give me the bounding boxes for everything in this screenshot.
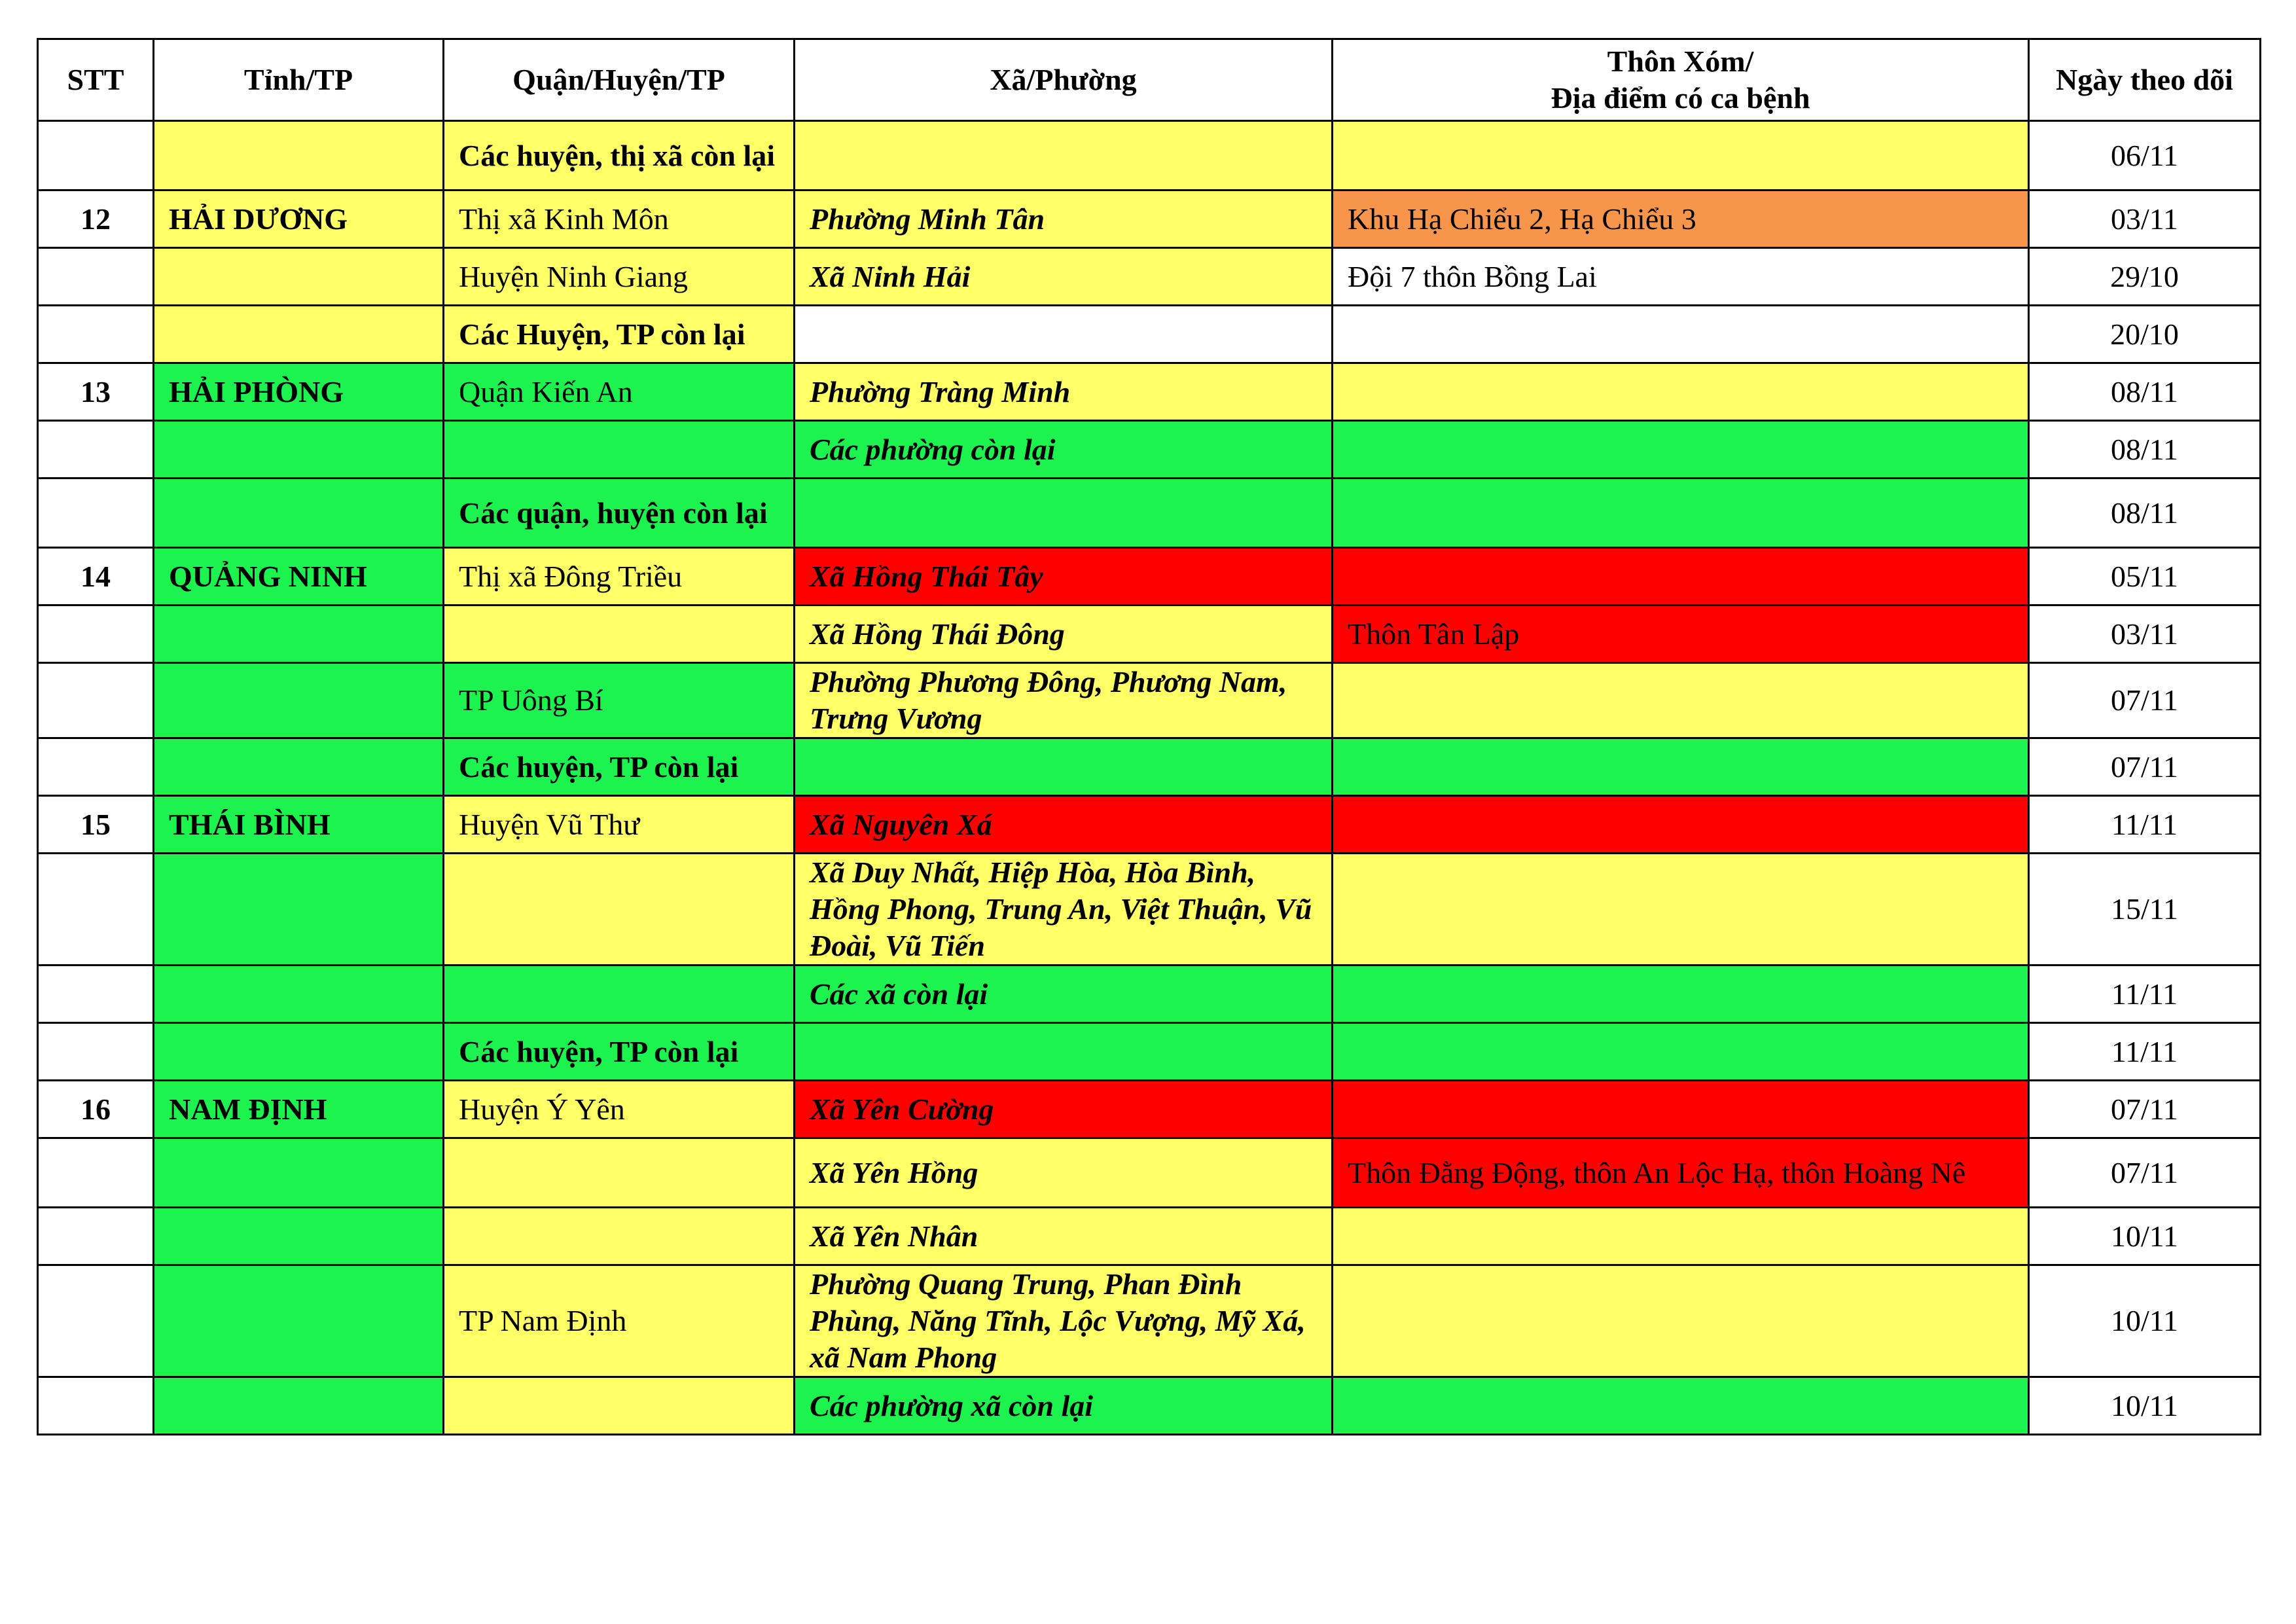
cell-ward: Xã Yên Nhân <box>795 1208 1333 1265</box>
cell-hamlet: Đội 7 thôn Bồng Lai <box>1333 248 2029 306</box>
cell-district: Thị xã Kinh Môn <box>444 190 795 248</box>
header-stt: STT <box>38 39 154 121</box>
cell-ward: Xã Ninh Hải <box>795 248 1333 306</box>
cell-province: THÁI BÌNH <box>154 796 444 854</box>
cell-hamlet <box>1333 121 2029 190</box>
cell-stt <box>38 854 154 965</box>
table-row <box>38 421 2261 478</box>
header-ward: Xã/Phường <box>795 39 1333 121</box>
table-row <box>38 1138 2261 1208</box>
header-row <box>38 39 2261 121</box>
cell-ward: Phường Phương Đông, Phương Nam, Trưng Vương <box>795 663 1333 738</box>
cell-district <box>444 1377 795 1435</box>
cell-province <box>154 1265 444 1377</box>
cell-district: Huyện Ý Yên <box>444 1081 795 1138</box>
cell-province <box>154 663 444 738</box>
cell-stt <box>38 663 154 738</box>
cell-district: Huyện Vũ Thư <box>444 796 795 854</box>
cell-province: NAM ĐỊNH <box>154 1081 444 1138</box>
cell-province <box>154 965 444 1023</box>
cell-stt <box>38 1208 154 1265</box>
cell-hamlet <box>1333 1208 2029 1265</box>
cell-stt <box>38 421 154 478</box>
cell-ward: Phường Tràng Minh <box>795 363 1333 421</box>
cell-district: Các huyện, TP còn lại <box>444 738 795 796</box>
cell-stt: 13 <box>38 363 154 421</box>
table-row <box>38 363 2261 421</box>
cell-hamlet <box>1333 854 2029 965</box>
cell-ward <box>795 478 1333 548</box>
cell-district <box>444 965 795 1023</box>
cell-stt <box>38 121 154 190</box>
cell-date: 11/11 <box>2029 965 2261 1023</box>
cell-district: Các Huyện, TP còn lại <box>444 306 795 363</box>
table-row <box>38 605 2261 663</box>
table-row <box>38 478 2261 548</box>
cell-district: Huyện Ninh Giang <box>444 248 795 306</box>
cell-district: TP Uông Bí <box>444 663 795 738</box>
cell-ward <box>795 121 1333 190</box>
cell-district: Thị xã Đông Triều <box>444 548 795 605</box>
cell-district: Các huyện, thị xã còn lại <box>444 121 795 190</box>
cell-stt: 15 <box>38 796 154 854</box>
cell-hamlet: Khu Hạ Chiểu 2, Hạ Chiểu 3 <box>1333 190 2029 248</box>
cell-date: 08/11 <box>2029 421 2261 478</box>
cell-ward: Các xã còn lại <box>795 965 1333 1023</box>
cell-district <box>444 421 795 478</box>
cell-ward: Phường Minh Tân <box>795 190 1333 248</box>
table-row <box>38 121 2261 190</box>
cell-ward: Phường Quang Trung, Phan Đình Phùng, Năng Tĩnh, Lộc Vượng, Mỹ Xá, xã Nam Phong <box>795 1265 1333 1377</box>
cell-province: HẢI PHÒNG <box>154 363 444 421</box>
table-row <box>38 1265 2261 1377</box>
cell-hamlet <box>1333 548 2029 605</box>
cell-date: 07/11 <box>2029 663 2261 738</box>
cell-district <box>444 1138 795 1208</box>
cell-province <box>154 306 444 363</box>
cell-ward: Xã Yên Cường <box>795 1081 1333 1138</box>
cell-ward: Xã Nguyên Xá <box>795 796 1333 854</box>
cell-hamlet <box>1333 1081 2029 1138</box>
cell-ward <box>795 1023 1333 1081</box>
table-row <box>38 1377 2261 1435</box>
table-body <box>38 121 2261 1435</box>
cell-province <box>154 248 444 306</box>
cell-stt <box>38 306 154 363</box>
cell-date: 10/11 <box>2029 1208 2261 1265</box>
table-row <box>38 796 2261 854</box>
cell-ward <box>795 306 1333 363</box>
cell-province: HẢI DƯƠNG <box>154 190 444 248</box>
cell-stt: 14 <box>38 548 154 605</box>
cell-stt <box>38 1023 154 1081</box>
cell-stt <box>38 1265 154 1377</box>
table-row <box>38 1023 2261 1081</box>
cell-district: Quận Kiến An <box>444 363 795 421</box>
header-district: Quận/Huyện/TP <box>444 39 795 121</box>
cell-date: 29/10 <box>2029 248 2261 306</box>
cell-hamlet <box>1333 965 2029 1023</box>
header-date: Ngày theo dõi <box>2029 39 2261 121</box>
table-row <box>38 854 2261 965</box>
table-row <box>38 306 2261 363</box>
cell-date: 15/11 <box>2029 854 2261 965</box>
cell-district: TP Nam Định <box>444 1265 795 1377</box>
cell-province: QUẢNG NINH <box>154 548 444 605</box>
cell-date: 11/11 <box>2029 1023 2261 1081</box>
header-province: Tỉnh/TP <box>154 39 444 121</box>
table-row <box>38 248 2261 306</box>
covid-risk-table <box>37 38 2261 1435</box>
cell-stt <box>38 478 154 548</box>
table-row <box>38 1208 2261 1265</box>
cell-date: 10/11 <box>2029 1265 2261 1377</box>
cell-hamlet: Thôn Đằng Động, thôn An Lộc Hạ, thôn Hoàng Nê <box>1333 1138 2029 1208</box>
cell-ward <box>795 738 1333 796</box>
cell-province <box>154 854 444 965</box>
cell-ward: Các phường xã còn lại <box>795 1377 1333 1435</box>
cell-hamlet <box>1333 478 2029 548</box>
table-row <box>38 965 2261 1023</box>
header-hamlet <box>1333 39 2029 121</box>
cell-stt <box>38 738 154 796</box>
cell-date: 10/11 <box>2029 1377 2261 1435</box>
cell-date: 05/11 <box>2029 548 2261 605</box>
table-row <box>38 663 2261 738</box>
cell-hamlet <box>1333 306 2029 363</box>
cell-hamlet <box>1333 363 2029 421</box>
table-row <box>38 548 2261 605</box>
document-page <box>37 38 2261 1435</box>
cell-hamlet <box>1333 421 2029 478</box>
cell-date: 03/11 <box>2029 190 2261 248</box>
cell-province <box>154 121 444 190</box>
cell-province <box>154 478 444 548</box>
cell-hamlet <box>1333 1023 2029 1081</box>
cell-hamlet <box>1333 738 2029 796</box>
cell-date: 07/11 <box>2029 1138 2261 1208</box>
cell-ward: Xã Yên Hồng <box>795 1138 1333 1208</box>
cell-hamlet: Thôn Tân Lập <box>1333 605 2029 663</box>
cell-stt: 16 <box>38 1081 154 1138</box>
cell-hamlet <box>1333 1377 2029 1435</box>
cell-hamlet <box>1333 796 2029 854</box>
cell-stt <box>38 1377 154 1435</box>
table-row <box>38 1081 2261 1138</box>
cell-hamlet <box>1333 1265 2029 1377</box>
cell-province <box>154 605 444 663</box>
cell-stt <box>38 965 154 1023</box>
header-hamlet-line2: Địa điểm có ca bệnh <box>1551 81 1810 115</box>
cell-ward: Các phường còn lại <box>795 421 1333 478</box>
header-hamlet-line1: Thôn Xóm/ <box>1607 45 1754 78</box>
cell-province <box>154 738 444 796</box>
cell-date: 08/11 <box>2029 478 2261 548</box>
cell-date: 06/11 <box>2029 121 2261 190</box>
cell-hamlet <box>1333 663 2029 738</box>
cell-stt <box>38 248 154 306</box>
cell-stt <box>38 605 154 663</box>
cell-stt: 12 <box>38 190 154 248</box>
cell-province <box>154 421 444 478</box>
cell-province <box>154 1377 444 1435</box>
cell-date: 08/11 <box>2029 363 2261 421</box>
cell-district: Các quận, huyện còn lại <box>444 478 795 548</box>
cell-province <box>154 1138 444 1208</box>
table-row <box>38 190 2261 248</box>
cell-date: 11/11 <box>2029 796 2261 854</box>
cell-stt <box>38 1138 154 1208</box>
cell-province <box>154 1208 444 1265</box>
cell-date: 07/11 <box>2029 738 2261 796</box>
cell-date: 07/11 <box>2029 1081 2261 1138</box>
cell-date: 03/11 <box>2029 605 2261 663</box>
table-row <box>38 738 2261 796</box>
cell-district <box>444 1208 795 1265</box>
cell-district: Các huyện, TP còn lại <box>444 1023 795 1081</box>
cell-ward: Xã Hồng Thái Đông <box>795 605 1333 663</box>
cell-date: 20/10 <box>2029 306 2261 363</box>
cell-ward: Xã Hồng Thái Tây <box>795 548 1333 605</box>
cell-district <box>444 854 795 965</box>
cell-province <box>154 1023 444 1081</box>
cell-ward: Xã Duy Nhất, Hiệp Hòa, Hòa Bình, Hồng Phong, Trung An, Việt Thuận, Vũ Đoài, Vũ Tiến <box>795 854 1333 965</box>
cell-district <box>444 605 795 663</box>
